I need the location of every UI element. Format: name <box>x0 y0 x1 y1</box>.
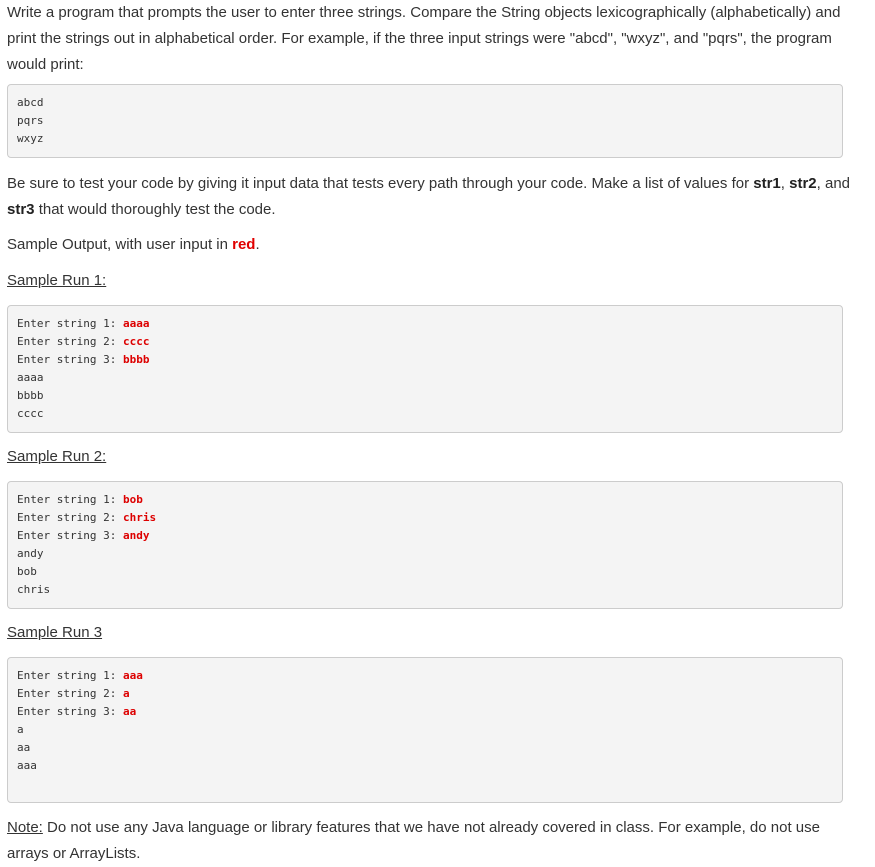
prompt-text: Enter string 2: <box>17 335 123 348</box>
sample-run-1-box <box>7 305 843 433</box>
sample-run-3-heading: Sample Run 3 <box>7 624 103 641</box>
user-input: aaa <box>122 669 143 682</box>
prompt-line <box>17 527 833 545</box>
output-line: aa <box>17 741 31 754</box>
prompt-text: Enter string 3: <box>17 353 123 366</box>
note-paragraph <box>7 815 857 867</box>
sample-note-prefix: Sample Output, with user input in <box>7 236 233 253</box>
test-text-part1: Be sure to test your code by giving it input data that tests every path through your code. Make a list of values for <box>7 175 754 192</box>
output-line: chris <box>17 583 51 596</box>
sample-run-3-box <box>7 657 843 803</box>
prompt-line <box>17 509 833 527</box>
test-instructions-paragraph <box>7 171 857 223</box>
sample-run-2-heading: Sample Run 2: <box>7 448 107 465</box>
prompt-text: Enter string 1: <box>17 493 123 506</box>
output-line: aaa <box>17 759 37 772</box>
note-label: Note: <box>7 819 43 836</box>
prompt-text: Enter string 1: <box>17 669 123 682</box>
note-text: Do not use any Java language or library features that we have not already covered in class. For example, do not use arrays or ArrayLists. <box>7 819 820 862</box>
variable-str3: str3 <box>7 201 35 218</box>
output-line: a <box>17 723 24 736</box>
prompt-text: Enter string 3: <box>17 529 123 542</box>
sample-note-red-word: red <box>232 236 256 253</box>
prompt-text: Enter string 3: <box>17 705 123 718</box>
prompt-line <box>17 667 833 685</box>
sample-run-2-box <box>7 481 843 609</box>
user-input: aa <box>122 705 137 718</box>
output-line: cccc <box>17 407 44 420</box>
example-output-line: wxyz <box>17 132 44 145</box>
prompt-text: Enter string 2: <box>17 511 123 524</box>
user-input: chris <box>122 511 157 524</box>
sample-run-1-heading: Sample Run 1: <box>7 272 107 289</box>
prompt-line <box>17 491 833 509</box>
intro-paragraph: Write a program that prompts the user to enter three strings. Compare the String objects lexicographically (alphabetically) and print the strings out in alphabetical order. For example, if the three input strings were "abcd", "wxyz", and "pqrs", the program would print: <box>7 4 841 73</box>
prompt-line <box>17 333 833 351</box>
example-output-line: abcd <box>17 96 44 109</box>
prompt-text: Enter string 2: <box>17 687 123 700</box>
user-input: aaaa <box>122 317 150 330</box>
prompt-line <box>17 315 833 333</box>
user-input: cccc <box>122 335 150 348</box>
user-input: andy <box>122 529 150 542</box>
example-output-box <box>7 84 843 158</box>
test-text-part2: , and <box>816 175 851 192</box>
output-line: bob <box>17 565 37 578</box>
variable-str2: str2 <box>789 175 817 192</box>
prompt-line <box>17 703 833 721</box>
output-line: bbbb <box>17 389 44 402</box>
test-text-comma: , <box>780 175 790 192</box>
user-input: a <box>122 687 130 700</box>
user-input: bob <box>122 493 143 506</box>
prompt-line <box>17 685 833 703</box>
variable-str1: str1 <box>753 175 781 192</box>
output-line: aaaa <box>17 371 44 384</box>
prompt-line <box>17 351 833 369</box>
test-text-part3: that would thoroughly test the code. <box>34 201 276 218</box>
sample-note-suffix: . <box>255 236 260 253</box>
output-line: andy <box>17 547 44 560</box>
prompt-text: Enter string 1: <box>17 317 123 330</box>
example-output-line: pqrs <box>17 114 44 127</box>
sample-output-note <box>7 232 857 258</box>
user-input: bbbb <box>122 353 150 366</box>
